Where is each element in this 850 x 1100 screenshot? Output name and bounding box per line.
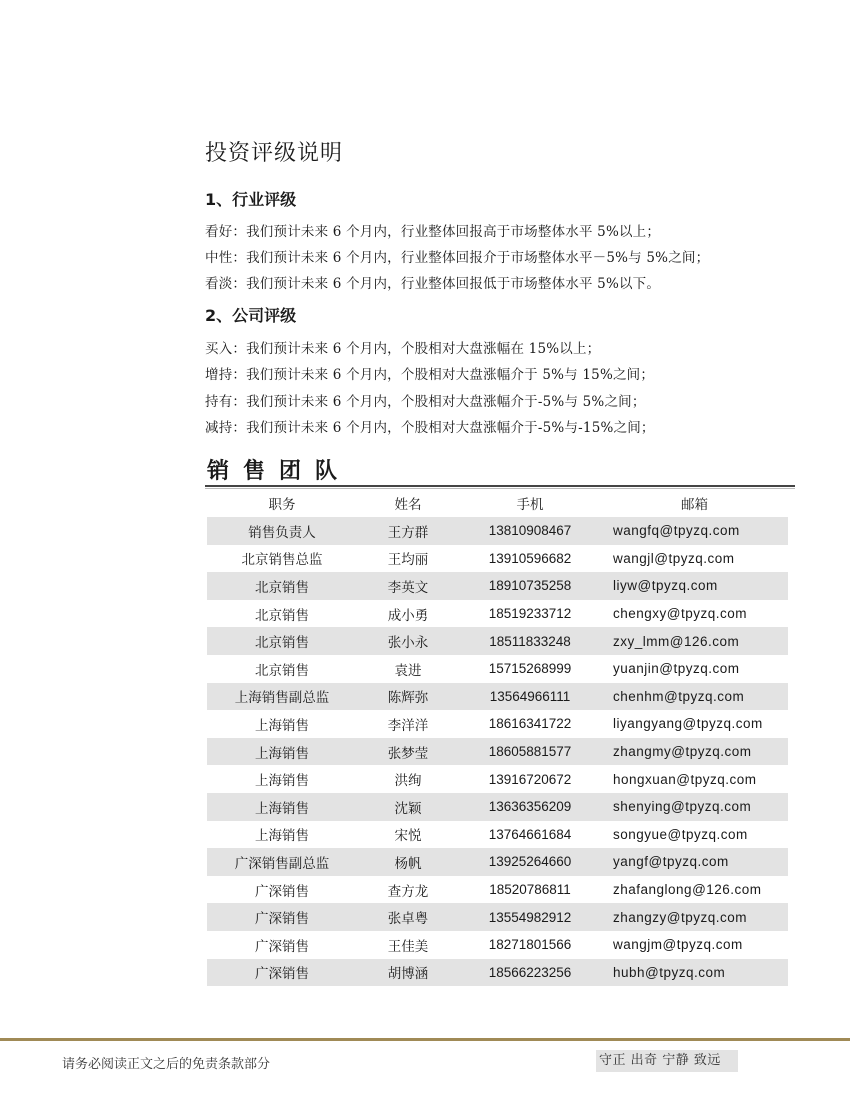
table-row — [207, 572, 788, 600]
cell-phone: 18616341722 — [488, 716, 572, 732]
cell-role: 上海销售 — [207, 738, 357, 766]
cell-phone: 13564966111 — [459, 683, 601, 711]
cell-role: 广深销售副总监 — [207, 848, 357, 876]
cell-phone: 18520786811 — [489, 882, 571, 898]
table-row — [207, 600, 788, 628]
table-row — [207, 545, 788, 573]
cell-phone: 13764661684 — [488, 826, 572, 842]
cell-name: 陈辉弥 — [357, 683, 459, 711]
cell-email: wangfq@tpyzq.com — [601, 517, 788, 545]
cell-name: 张卓粤 — [357, 903, 459, 931]
company-rating-line: 买入：我们预计未来 6 个月内，个股相对大盘涨幅在 15%以上； — [205, 341, 601, 357]
table-row — [207, 765, 788, 793]
company-rating-line: 减持：我们预计未来 6 个月内，个股相对大盘涨幅介于-5%与-15%之间； — [205, 420, 655, 436]
cell-role: 北京销售总监 — [241, 552, 323, 569]
cell-phone: 13810908467 — [459, 517, 601, 545]
footer-motto: 守正 出奇 宁静 致远 — [596, 1050, 738, 1072]
cell-role: 广深销售 — [255, 938, 309, 955]
cell-role: 上海销售 — [207, 793, 357, 821]
cell-email: hubh@tpyzq.com — [601, 959, 788, 987]
table-row — [207, 655, 788, 683]
cell-name: 洪绚 — [394, 773, 422, 790]
column-header-phone: 手机 — [516, 496, 544, 513]
cell-email: chenhm@tpyzq.com — [601, 683, 788, 711]
cell-role: 上海销售 — [255, 773, 309, 790]
cell-email: zxy_lmm@126.com — [601, 627, 788, 655]
company-rating-heading: 2、公司评级 — [205, 306, 297, 325]
cell-phone: 18519233712 — [488, 606, 572, 622]
cell-name: 张梦莹 — [357, 738, 459, 766]
table-row — [207, 517, 788, 545]
column-header-role: 职务 — [268, 496, 296, 513]
column-header-name: 姓名 — [394, 496, 422, 513]
cell-email: zhangmy@tpyzq.com — [601, 738, 788, 766]
cell-email: yangf@tpyzq.com — [601, 848, 788, 876]
table-header-row — [207, 488, 788, 517]
table-row — [207, 710, 788, 738]
cell-role: 北京销售 — [207, 572, 357, 600]
cell-name: 沈颖 — [357, 793, 459, 821]
cell-email: liyw@tpyzq.com — [601, 572, 788, 600]
cell-phone: 18511833248 — [459, 627, 601, 655]
cell-name: 王佳美 — [387, 938, 429, 955]
table-row — [207, 959, 788, 987]
cell-phone: 15715268999 — [488, 661, 572, 677]
cell-role: 广深销售 — [207, 959, 357, 987]
cell-phone: 13925264660 — [459, 848, 601, 876]
table-row — [207, 903, 788, 931]
table-row — [207, 627, 788, 655]
cell-role: 上海销售 — [255, 828, 309, 845]
table-row — [207, 821, 788, 849]
cell-role: 广深销售 — [255, 883, 309, 900]
table-row — [207, 683, 788, 711]
column-header-email: 邮箱 — [681, 496, 708, 513]
company-rating-line: 持有：我们预计未来 6 个月内，个股相对大盘涨幅介于-5%与 5%之间； — [205, 394, 646, 410]
cell-name: 查方龙 — [387, 883, 429, 900]
cell-phone: 18271801566 — [488, 937, 572, 953]
cell-email: chengxy@tpyzq.com — [613, 606, 748, 622]
table-row — [207, 738, 788, 766]
cell-role: 北京销售 — [207, 627, 357, 655]
cell-role: 上海销售 — [255, 717, 309, 734]
cell-email: liyangyang@tpyzq.com — [613, 716, 763, 732]
cell-role: 北京销售 — [255, 607, 309, 624]
industry-rating-line: 看好：我们预计未来 6 个月内，行业整体回报高于市场整体水平 5%以上； — [205, 224, 661, 240]
footer-divider — [0, 1038, 850, 1041]
cell-phone: 13910596682 — [488, 550, 572, 566]
cell-name: 李英文 — [357, 572, 459, 600]
table-row — [207, 931, 788, 959]
cell-phone: 13916720672 — [488, 771, 572, 787]
company-rating-line: 增持：我们预计未来 6 个月内，个股相对大盘涨幅介于 5%与 15%之间； — [205, 367, 655, 383]
cell-name: 张小永 — [357, 627, 459, 655]
cell-email: wangjl@tpyzq.com — [613, 550, 735, 566]
industry-rating-heading: 1、行业评级 — [205, 190, 297, 209]
cell-email: wangjm@tpyzq.com — [613, 937, 743, 953]
table-row — [207, 876, 788, 904]
cell-role: 北京销售 — [255, 662, 309, 679]
industry-rating-line: 看淡：我们预计未来 6 个月内，行业整体回报低于市场整体水平 5%以下。 — [205, 276, 661, 292]
sales-team-title: 销售团队 — [207, 459, 352, 484]
cell-phone: 18910735258 — [459, 572, 601, 600]
cell-name: 成小勇 — [387, 607, 429, 624]
cell-phone: 18566223256 — [459, 959, 601, 987]
cell-phone: 18605881577 — [459, 738, 601, 766]
cell-role: 广深销售 — [207, 903, 357, 931]
table-row — [207, 793, 788, 821]
table-row — [207, 848, 788, 876]
cell-name: 宋悦 — [394, 828, 422, 845]
cell-role: 销售负责人 — [207, 517, 357, 545]
title-divider — [205, 485, 795, 487]
cell-email: songyue@tpyzq.com — [613, 826, 748, 842]
cell-name: 袁进 — [394, 662, 422, 679]
cell-name: 李洋洋 — [387, 717, 429, 734]
cell-email: shenying@tpyzq.com — [601, 793, 788, 821]
cell-name: 杨帆 — [357, 848, 459, 876]
footer-disclaimer: 请务必阅读正文之后的免责条款部分 — [62, 1057, 271, 1072]
cell-phone: 13636356209 — [459, 793, 601, 821]
sales-team-table — [207, 488, 788, 986]
cell-email: zhafanglong@126.com — [613, 882, 762, 898]
cell-email: yuanjin@tpyzq.com — [613, 661, 740, 677]
page-title: 投资评级说明 — [205, 141, 344, 166]
cell-email: hongxuan@tpyzq.com — [613, 771, 757, 787]
cell-name: 胡博涵 — [357, 959, 459, 987]
cell-name: 王方群 — [357, 517, 459, 545]
cell-email: zhangzy@tpyzq.com — [601, 903, 788, 931]
industry-rating-line: 中性：我们预计未来 6 个月内，行业整体回报介于市场整体水平－5%与 5%之间； — [205, 250, 710, 266]
cell-name: 王均丽 — [387, 552, 429, 569]
cell-role: 上海销售副总监 — [207, 683, 357, 711]
cell-phone: 13554982912 — [459, 903, 601, 931]
